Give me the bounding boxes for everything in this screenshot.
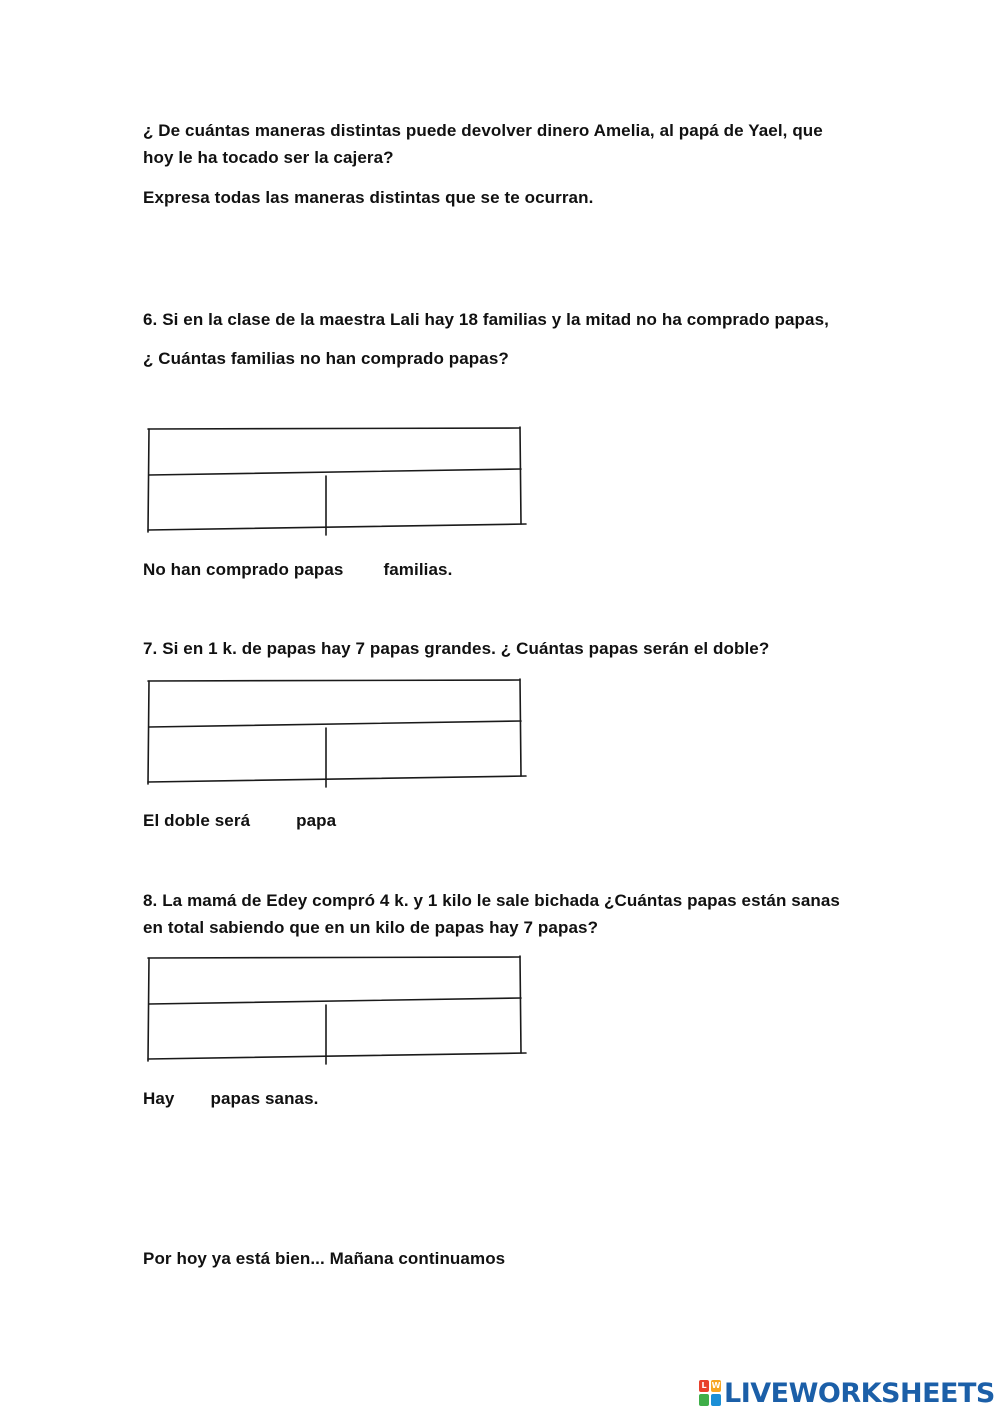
bar-left-line	[148, 681, 149, 784]
q7-answer-before: El doble será	[143, 811, 251, 830]
bar-right-line	[520, 956, 521, 1053]
q6-answer-before: No han comprado papas	[143, 560, 344, 579]
q6-answer-line	[143, 556, 452, 583]
bar-top-line	[148, 957, 520, 958]
liveworksheets-logo	[699, 1378, 995, 1408]
bar-top-line	[148, 680, 520, 681]
bar-bottom-line	[148, 524, 526, 530]
logo-square-1: L	[699, 1380, 709, 1392]
q8-bar-model	[140, 951, 535, 1066]
bar-top-line	[148, 428, 520, 429]
q7-answer-after: papa	[296, 811, 337, 830]
bar-left-line	[148, 429, 149, 532]
intro-line-1: ¿ De cuántas maneras distintas puede devolver dinero Amelia, al papá de Yael, que	[143, 121, 823, 140]
closing-message: Por hoy ya está bien... Mañana continuamos	[143, 1249, 506, 1268]
q6-question-line-2: ¿ Cuántas familias no han comprado papas?	[143, 349, 509, 368]
q6-bar-model	[140, 422, 535, 537]
q8-answer-line	[143, 1085, 318, 1112]
logo-square-2: W	[711, 1381, 721, 1390]
q7-bar-model	[140, 674, 535, 789]
q8-question-line-1: 8. La mamá de Edey compró 4 k. y 1 kilo le sale bichada ¿Cuántas papas están sanas	[143, 891, 840, 910]
intro-line-2: hoy le ha tocado ser la cajera?	[143, 148, 394, 167]
logo-square-3	[699, 1394, 709, 1406]
bar-bottom-line	[148, 1053, 526, 1059]
intro-instruction: Expresa todas las maneras distintas que se te ocurran.	[143, 188, 594, 207]
bar-left-line	[148, 958, 149, 1061]
q7-question-line-1: 7. Si en 1 k. de papas hay 7 papas grandes. ¿ Cuántas papas serán el doble?	[143, 639, 770, 658]
bar-middle-line	[149, 998, 521, 1004]
q7-answer-line	[143, 807, 336, 834]
q8-answer-before: Hay	[143, 1089, 175, 1108]
q8-question-line-2: en total sabiendo que en un kilo de papas hay 7 papas?	[143, 918, 599, 937]
bar-bottom-line	[148, 776, 526, 782]
bar-right-line	[520, 427, 521, 524]
q6-question-line-1: 6. Si en la clase de la maestra Lali hay 18 familias y la mitad no ha comprado papas,	[143, 310, 829, 329]
q6-answer-after: familias.	[383, 560, 453, 579]
logo-square-4	[711, 1394, 721, 1406]
bar-middle-line	[149, 721, 521, 727]
q8-answer-after: papas sanas.	[210, 1089, 319, 1108]
bar-right-line	[520, 679, 521, 776]
bar-middle-line	[149, 469, 521, 475]
liveworksheets-logo-icon	[699, 1380, 721, 1406]
liveworksheets-logo-text: LIVEWORKSHEETS	[724, 1377, 995, 1409]
